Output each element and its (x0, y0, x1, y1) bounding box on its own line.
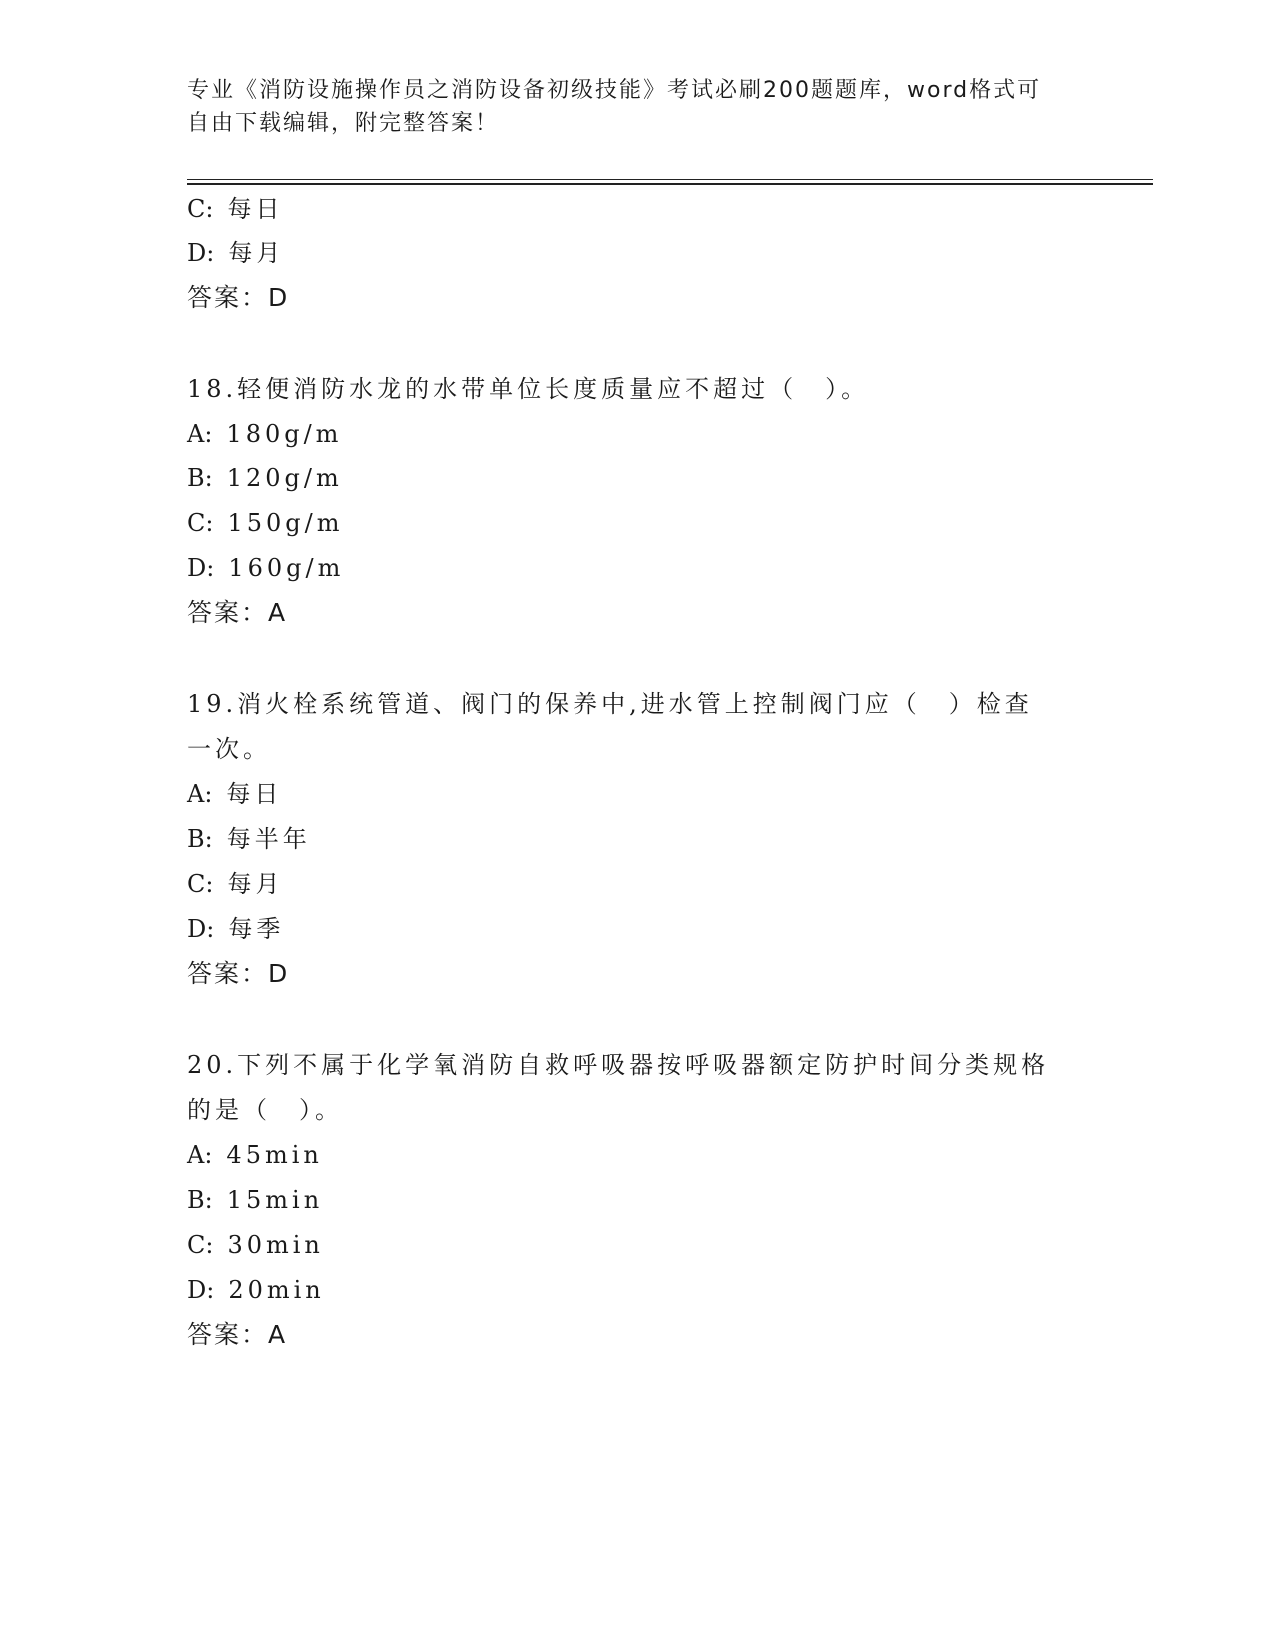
question-18-stem: 18.轻便消防水龙的水带单位长度质量应不超过（ ）。 (187, 375, 870, 403)
option-text: 120g/m (226, 464, 343, 492)
answer: 答案：A (187, 1320, 288, 1349)
option-key: C: (187, 509, 214, 537)
question-19-stem-line-2: 一次。 (187, 735, 271, 763)
answer: 答案：D (187, 959, 290, 988)
header-line-1: 专业《消防设施操作员之消防设备初级技能》考试必刷200题题库，word格式可 (187, 78, 1042, 103)
option-key: D: (187, 239, 215, 267)
option-text: 150g/m (227, 509, 344, 537)
header-divider (187, 179, 1153, 180)
option-key: D: (187, 1276, 215, 1304)
option-key: D: (187, 915, 215, 943)
option-key: C: (187, 195, 214, 223)
option-text: 每月 (228, 239, 285, 267)
option-text: 每季 (228, 915, 285, 943)
option-text: 每月 (227, 870, 284, 898)
option-text: 180g/m (226, 420, 343, 448)
option-text: 45min (226, 1141, 323, 1169)
option-d (187, 914, 284, 944)
option-key: B: (187, 825, 213, 853)
option-c (187, 508, 343, 538)
option-a (187, 779, 282, 809)
header-divider-double (187, 183, 1153, 185)
option-key: A: (187, 1141, 213, 1169)
question-20-stem-line-2: 的是（ ）。 (187, 1096, 343, 1124)
option-c (187, 194, 283, 224)
header-line-2: 自由下载编辑，附完整答案！ (187, 111, 500, 136)
option-text: 每日 (226, 780, 283, 808)
option-a (187, 419, 342, 449)
option-text: 每日 (227, 195, 284, 223)
option-a (187, 1140, 323, 1170)
option-b (187, 824, 311, 854)
option-key: C: (187, 1231, 214, 1259)
option-d (187, 553, 344, 583)
option-text: 30min (227, 1231, 324, 1259)
option-d (187, 238, 284, 268)
answer: 答案：A (187, 598, 288, 627)
option-text: 20min (228, 1276, 325, 1304)
question-19-stem-line-1: 19.消火栓系统管道、阀门的保养中,进水管上控制阀门应（ ）检查 (187, 690, 1033, 718)
option-key: B: (187, 464, 213, 492)
option-key: C: (187, 870, 214, 898)
option-b (187, 463, 343, 493)
page-header (187, 74, 1087, 140)
option-c (187, 1230, 324, 1260)
option-b (187, 1185, 323, 1215)
option-key: A: (187, 420, 213, 448)
option-text: 160g/m (228, 554, 345, 582)
option-d (187, 1275, 325, 1305)
option-key: D: (187, 554, 215, 582)
option-text: 15min (226, 1186, 324, 1214)
answer: 答案：D (187, 283, 290, 312)
question-20-stem-line-1: 20.下列不属于化学氧消防自救呼吸器按呼吸器额定防护时间分类规格 (187, 1051, 1050, 1079)
option-key: B: (187, 1186, 213, 1214)
option-c (187, 869, 283, 899)
option-text: 每半年 (226, 825, 311, 853)
option-key: A: (187, 780, 213, 808)
